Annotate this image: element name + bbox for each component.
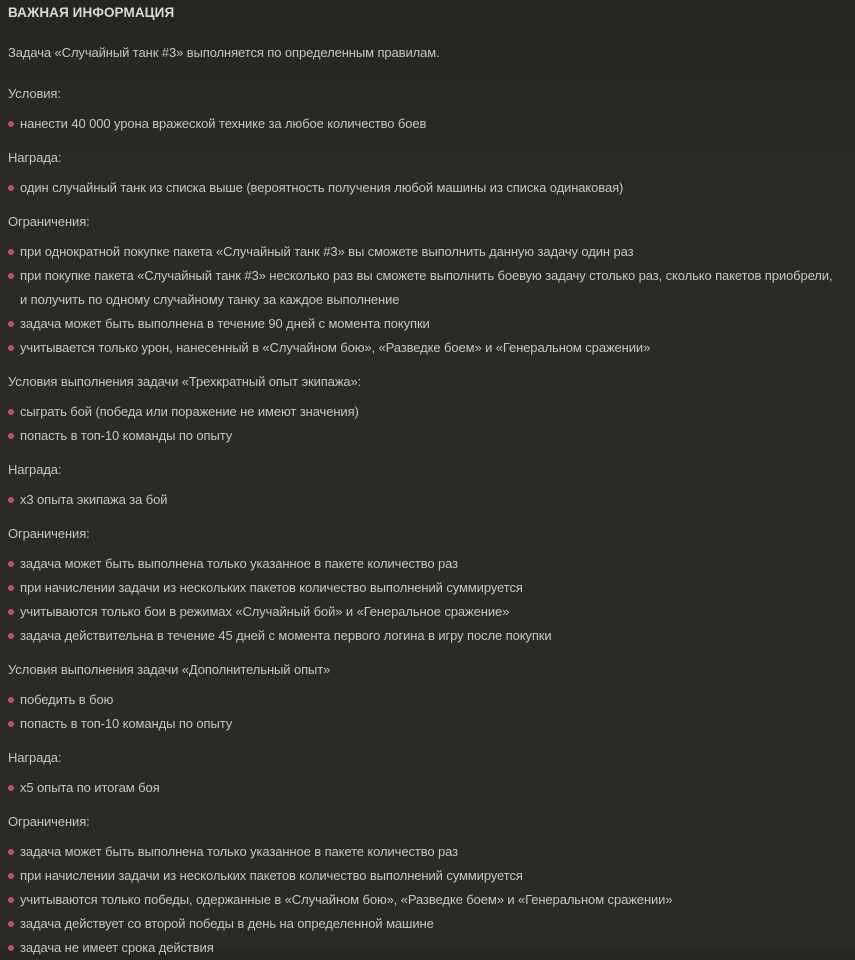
bullet-icon <box>8 633 14 639</box>
intro-text: Задача «Случайный танк #3» выполняется по определенным правилам. <box>8 45 440 60</box>
list-item <box>8 400 843 424</box>
section-label: Награда: <box>8 462 62 477</box>
section-list <box>8 688 843 736</box>
section-label: Награда: <box>8 150 62 165</box>
bullet-icon <box>8 945 14 951</box>
rules-section <box>8 749 843 800</box>
rules-sections <box>8 85 843 960</box>
bullet-icon <box>8 273 14 279</box>
bullet-icon <box>8 897 14 903</box>
rules-section <box>8 661 843 736</box>
list-item <box>8 264 843 312</box>
list-item <box>8 336 843 360</box>
section-label: Условия выполнения задачи «Трехкратный опыт экипажа»: <box>8 374 362 389</box>
section-list <box>8 552 843 648</box>
list-item-text: учитывается только урон, нанесенный в «Случайном бою», «Разведке боем» и «Генеральном сражении» <box>20 340 651 355</box>
list-item-text: задача может быть выполнена только указанное в пакете количество раз <box>20 556 458 571</box>
list-item-text: учитываются только победы, одержанные в «Случайном бою», «Разведке боем» и «Генеральном сражении» <box>20 892 673 907</box>
bullet-icon <box>8 561 14 567</box>
list-item-text: при покупке пакета «Случайный танк #3» несколько раз вы сможете выполнить боевую задачу столько раз, сколько пакетов приобрели, и получить по одному случайному танку за каждое выполнение <box>20 268 833 307</box>
section-list <box>8 840 843 960</box>
list-item-text: х5 опыта по итогам боя <box>20 780 160 795</box>
page-title: ВАЖНАЯ ИНФОРМАЦИЯ <box>8 5 175 20</box>
bullet-icon <box>8 849 14 855</box>
bullet-icon <box>8 121 14 127</box>
bullet-icon <box>8 785 14 791</box>
section-label: Условия выполнения задачи «Дополнительный опыт» <box>8 662 331 677</box>
list-item <box>8 624 843 648</box>
list-item <box>8 888 843 912</box>
rules-section <box>8 525 843 648</box>
list-item-text: попасть в топ-10 команды по опыту <box>20 428 233 443</box>
section-list <box>8 400 843 448</box>
list-item <box>8 576 843 600</box>
section-list <box>8 176 843 200</box>
bullet-icon <box>8 345 14 351</box>
section-label: Награда: <box>8 750 62 765</box>
list-item <box>8 864 843 888</box>
section-list <box>8 112 843 136</box>
list-item <box>8 424 843 448</box>
list-item-text: задача действует со второй победы в день на определенной машине <box>20 916 434 931</box>
section-list <box>8 488 843 512</box>
bullet-icon <box>8 721 14 727</box>
bullet-icon <box>8 249 14 255</box>
rules-section <box>8 461 843 512</box>
list-item-text: при однократной покупке пакета «Случайный танк #3» вы сможете выполнить данную задачу один раз <box>20 244 634 259</box>
bullet-icon <box>8 921 14 927</box>
bullet-icon <box>8 497 14 503</box>
bullet-icon <box>8 409 14 415</box>
list-item-text: учитываются только бои в режимах «Случайный бой» и «Генеральное сражение» <box>20 604 510 619</box>
list-item-text: сыграть бой (победа или поражение не имеют значения) <box>20 404 359 419</box>
list-item-text: задача может быть выполнена в течение 90 дней с момента покупки <box>20 316 430 331</box>
list-item-text: один случайный танк из списка выше (вероятность получения любой машины из списка одинаковая) <box>20 180 624 195</box>
list-item-text: при начислении задачи из нескольких пакетов количество выполнений суммируется <box>20 580 523 595</box>
bullet-icon <box>8 321 14 327</box>
bullet-icon <box>8 433 14 439</box>
list-item <box>8 712 843 736</box>
list-item <box>8 112 843 136</box>
bullet-icon <box>8 185 14 191</box>
rules-section <box>8 813 843 960</box>
rules-section <box>8 213 843 360</box>
bullet-icon <box>8 609 14 615</box>
rules-section <box>8 85 843 136</box>
list-item-text: задача может быть выполнена только указанное в пакете количество раз <box>20 844 458 859</box>
bullet-icon <box>8 697 14 703</box>
rules-section <box>8 373 843 448</box>
list-item <box>8 600 843 624</box>
list-item <box>8 312 843 336</box>
list-item-text: х3 опыта экипажа за бой <box>20 492 168 507</box>
list-item <box>8 176 843 200</box>
bullet-icon <box>8 585 14 591</box>
section-label: Ограничения: <box>8 214 90 229</box>
list-item <box>8 488 843 512</box>
section-list <box>8 776 843 800</box>
list-item-text: попасть в топ-10 команды по опыту <box>20 716 233 731</box>
section-label: Ограничения: <box>8 814 90 829</box>
list-item <box>8 840 843 864</box>
list-item-text: задача не имеет срока действия <box>20 940 214 955</box>
section-label: Ограничения: <box>8 526 90 541</box>
list-item <box>8 912 843 936</box>
list-item <box>8 936 843 960</box>
list-item-text: нанести 40 000 урона вражеской технике за любое количество боев <box>20 116 427 131</box>
section-list <box>8 240 843 360</box>
list-item <box>8 688 843 712</box>
list-item-text: при начислении задачи из нескольких пакетов количество выполнений суммируется <box>20 868 523 883</box>
list-item <box>8 552 843 576</box>
rules-section <box>8 149 843 200</box>
bullet-icon <box>8 873 14 879</box>
list-item <box>8 776 843 800</box>
list-item-text: задача действительна в течение 45 дней с момента первого логина в игру после покупки <box>20 628 552 643</box>
list-item-text: победить в бою <box>20 692 114 707</box>
list-item <box>8 240 843 264</box>
section-label: Условия: <box>8 86 61 101</box>
